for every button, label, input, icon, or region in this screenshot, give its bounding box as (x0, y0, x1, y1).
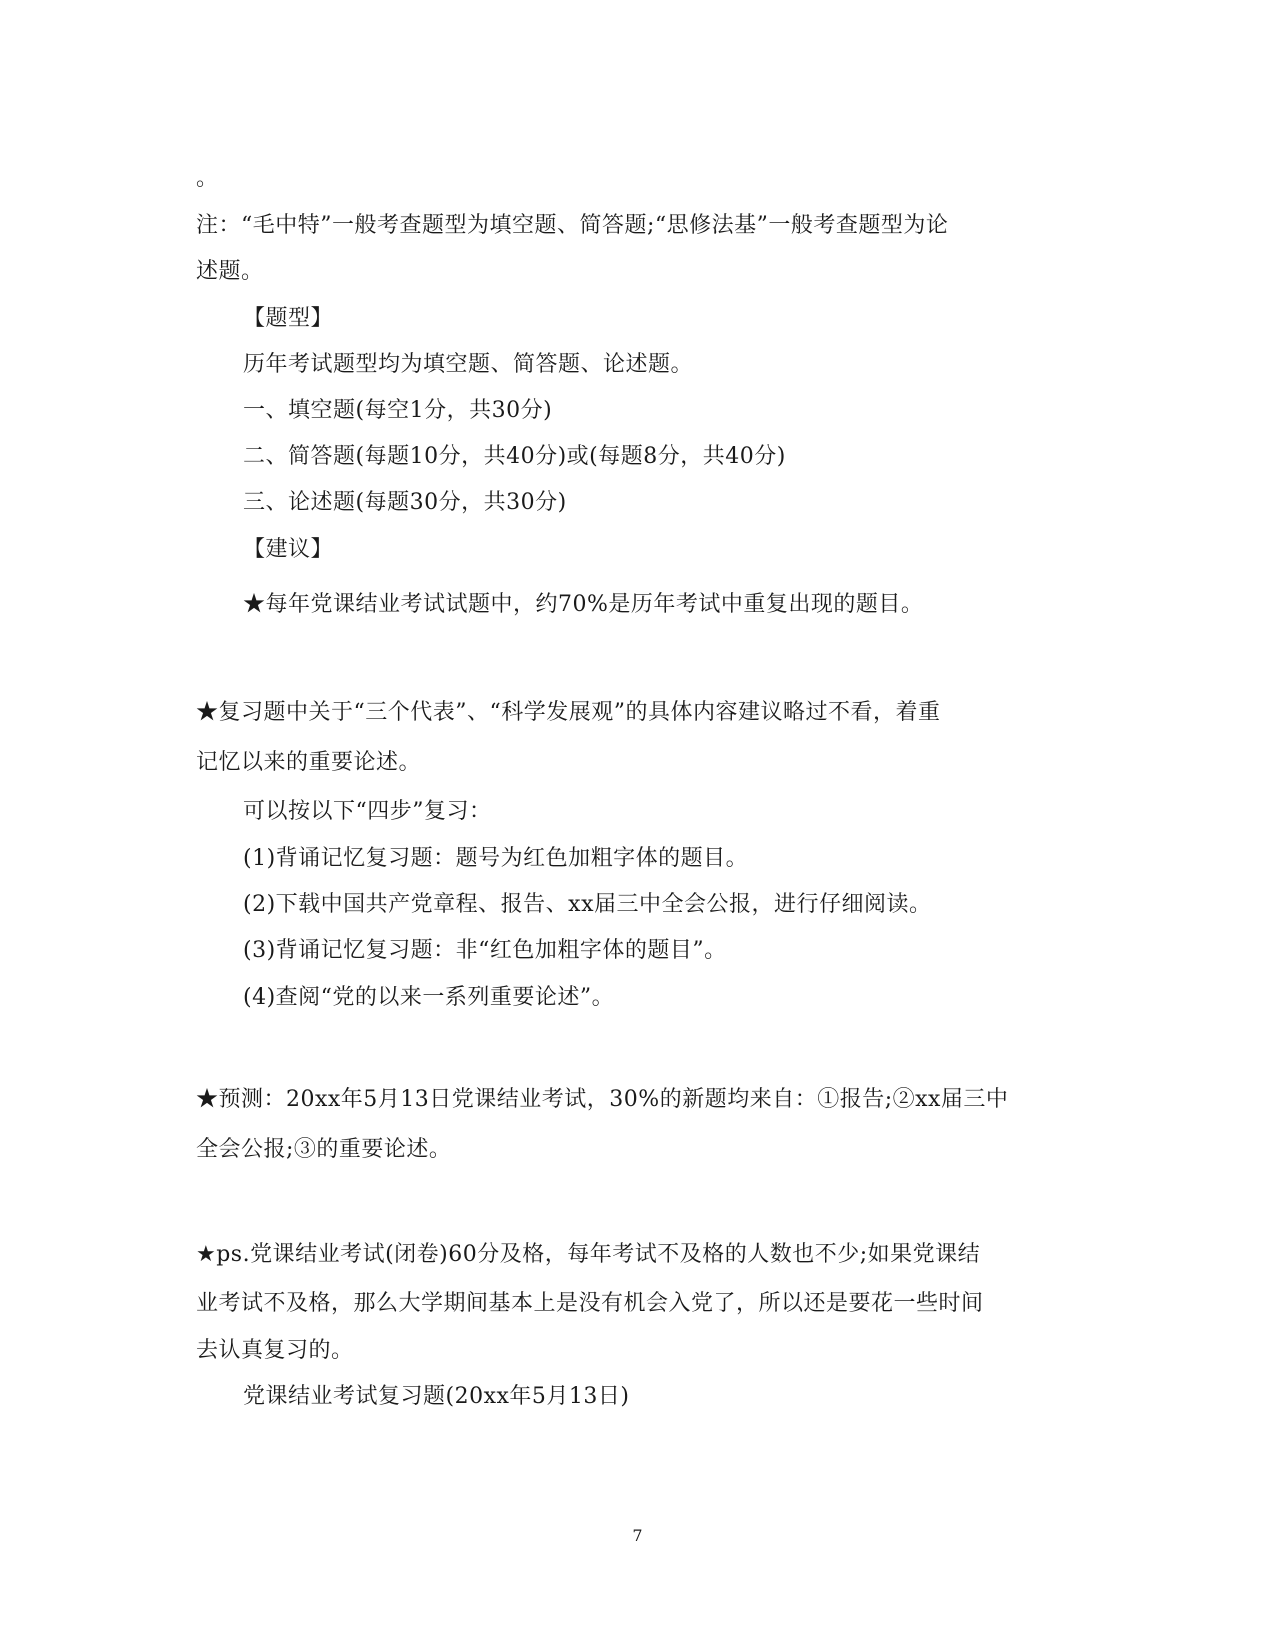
section-heading-question-types: 【题型】 (243, 306, 334, 331)
text-line-fill-blank: 一、填空题(每空1分，共30分) (243, 398, 553, 423)
text-line-review-tip: ★复习题中关于“三个代表”、“科学发展观”的具体内容建议略过不看，着重 (196, 700, 941, 725)
text-line-step-4: (4)查阅“党的以来一系列重要论述”。 (243, 985, 615, 1010)
text-line-review-title: 党课结业考试复习题(20xx年5月13日) (243, 1384, 630, 1409)
text-line-types-summary: 历年考试题型均为填空题、简答题、论述题。 (243, 352, 694, 377)
section-heading-suggestions: 【建议】 (243, 537, 334, 562)
page-number: 7 (632, 1526, 643, 1545)
text-line-ps-cont-1: 业考试不及格，那么大学期间基本上是没有机会入党了，所以还是要花一些时间 (196, 1291, 984, 1316)
text-line-four-steps: 可以按以下“四步”复习： (243, 799, 492, 824)
text-line-period: 。 (196, 166, 219, 191)
text-line-note-cont: 述题。 (196, 259, 264, 284)
text-line-step-1: (1)背诵记忆复习题：题号为红色加粗字体的题目。 (243, 846, 749, 871)
text-line-review-tip-cont: 记忆以来的重要论述。 (196, 750, 422, 775)
text-line-prediction-cont: 全会公报;③的重要论述。 (196, 1137, 452, 1162)
text-line-note: 注：“毛中特”一般考查题型为填空题、简答题;“思修法基”一般考查题型为论 (196, 213, 949, 238)
text-line-essay: 三、论述题(每题30分，共30分) (243, 490, 567, 515)
text-line-ps: ★ps.党课结业考试(闭卷)60分及格，每年考试不及格的人数也不少;如果党课结 (196, 1242, 981, 1267)
text-line-ps-cont-2: 去认真复习的。 (196, 1338, 354, 1363)
text-line-step-3: (3)背诵记忆复习题：非“红色加粗字体的题目”。 (243, 938, 727, 963)
text-line-repeat-questions: ★每年党课结业考试试题中，约70%是历年考试中重复出现的题目。 (243, 592, 924, 617)
text-line-step-2: (2)下载中国共产党章程、报告、xx届三中全会公报，进行仔细阅读。 (243, 892, 932, 917)
text-line-short-answer: 二、简答题(每题10分，共40分)或(每题8分，共40分) (243, 444, 786, 469)
text-line-prediction: ★预测：20xx年5月13日党课结业考试，30%的新题均来自：①报告;②xx届三中 (196, 1087, 1009, 1112)
